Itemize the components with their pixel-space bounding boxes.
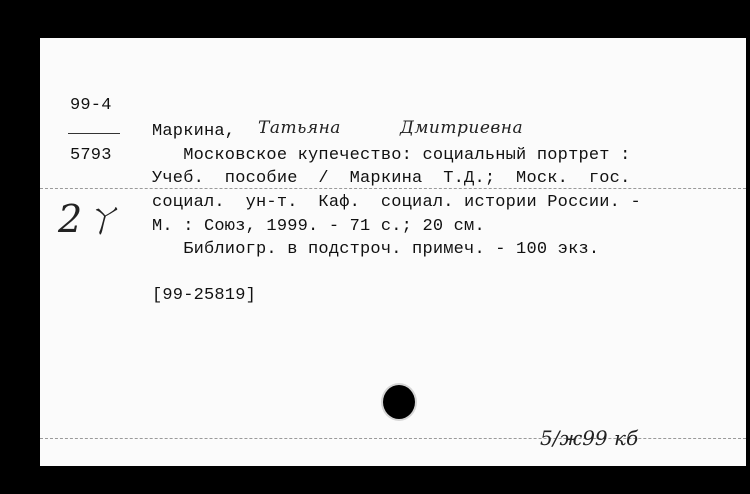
card-guide-line — [40, 438, 746, 439]
title-line: Московское купечество: социальный портрет : — [152, 146, 631, 165]
author-line: Маркина, — [152, 122, 236, 141]
handwritten-patronymic: Дмитриевна — [400, 118, 524, 138]
description-line-2: Учеб. пособие / Маркина Т.Д.; Моск. гос. — [152, 169, 631, 188]
description-line-4: М. : Союз, 1999. - 71 с.; 20 см. — [152, 217, 485, 236]
card-guide-line — [40, 188, 746, 189]
accession-number: [99-25819] — [152, 286, 257, 305]
description-line-3: социал. ун-т. Каф. социал. истории России. - — [152, 193, 641, 212]
punch-hole — [383, 385, 415, 419]
handwritten-margin-note: 2ㄚ — [58, 197, 121, 241]
catalog-card — [40, 38, 746, 466]
bibliography-note: Библиогр. в подстроч. примеч. - 100 экз. — [152, 240, 600, 259]
handwritten-bottom-note: 5/ж99 кб — [540, 426, 639, 450]
shelfmark-divider — [68, 133, 120, 134]
shelfmark-top: 99-4 — [70, 96, 112, 115]
shelfmark-bottom: 5793 — [70, 146, 112, 165]
handwritten-first-name: Татьяна — [258, 118, 341, 138]
